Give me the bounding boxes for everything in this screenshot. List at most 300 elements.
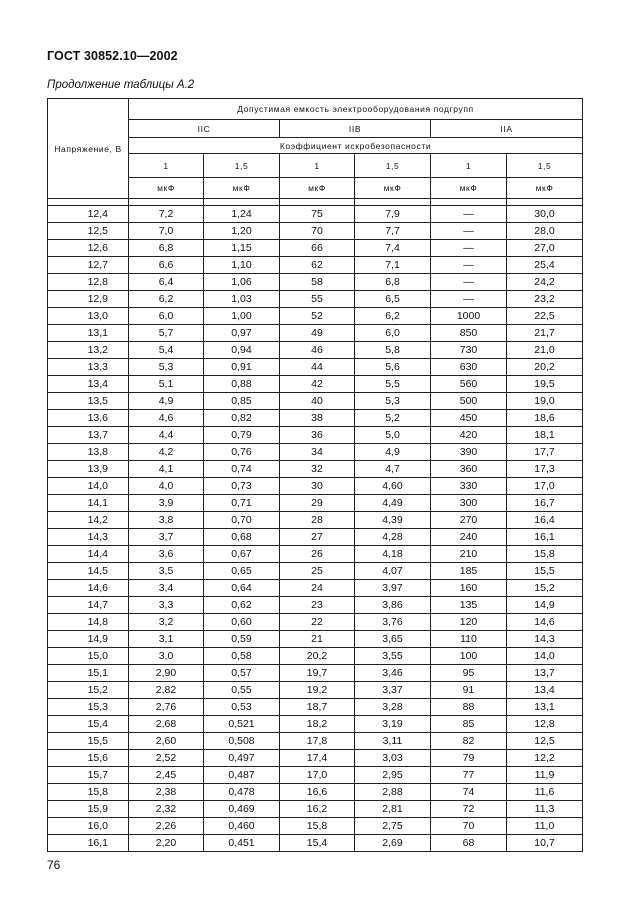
table-row (48, 631, 583, 648)
voltage-cell: 14,3 (48, 529, 129, 546)
capacitance-cell: 11,9 (507, 767, 583, 784)
capacitance-cell: 3,5 (129, 563, 204, 580)
voltage-cell: 13,8 (48, 444, 129, 461)
capacitance-cell: 3,8 (129, 512, 204, 529)
unit-label: мкФ (204, 178, 280, 199)
coefficient-value: 1,5 (355, 154, 431, 178)
capacitance-cell: 14,3 (507, 631, 583, 648)
voltage-cell: 13,5 (48, 393, 129, 410)
group-header-iic: IIC (129, 120, 280, 138)
capacitance-cell: 135 (431, 597, 507, 614)
capacitance-cell: 19,7 (280, 665, 355, 682)
capacitance-cell: 72 (431, 801, 507, 818)
capacitance-cell: 0,497 (204, 750, 280, 767)
unit-label: мкФ (129, 178, 204, 199)
capacitance-cell: 2,82 (129, 682, 204, 699)
capacitance-cell: 2,88 (355, 784, 431, 801)
capacitance-cell: 4,1 (129, 461, 204, 478)
voltage-header: Напряжение, В (48, 99, 129, 199)
capacitance-cell: 0,508 (204, 733, 280, 750)
capacitance-cell: 18,2 (280, 716, 355, 733)
capacitance-cell: 15,5 (507, 563, 583, 580)
capacitance-cell: 28,0 (507, 223, 583, 240)
table-row (48, 716, 583, 733)
table-row (48, 750, 583, 767)
voltage-cell: 13,6 (48, 410, 129, 427)
capacitance-cell: 360 (431, 461, 507, 478)
capacitance-cell: 2,26 (129, 818, 204, 835)
capacitance-cell: 0,65 (204, 563, 280, 580)
capacitance-cell: 18,1 (507, 427, 583, 444)
table-row (48, 478, 583, 495)
capacitance-cell: 330 (431, 478, 507, 495)
coefficient-value: 1 (129, 154, 204, 178)
capacitance-cell: 2,81 (355, 801, 431, 818)
page-number: 76 (47, 858, 61, 872)
voltage-cell: 15,9 (48, 801, 129, 818)
capacitance-cell: 3,11 (355, 733, 431, 750)
capacitance-cell: 2,45 (129, 767, 204, 784)
unit-label: мкФ (431, 178, 507, 199)
table-row (48, 308, 583, 325)
coefficient-value: 1,5 (204, 154, 280, 178)
capacitance-cell: 25,4 (507, 257, 583, 274)
capacitance-cell: 850 (431, 325, 507, 342)
capacitance-cell: 2,32 (129, 801, 204, 818)
voltage-cell: 15,1 (48, 665, 129, 682)
voltage-cell: 13,4 (48, 376, 129, 393)
table-row (48, 682, 583, 699)
capacitance-cell: 160 (431, 580, 507, 597)
voltage-cell: 13,0 (48, 308, 129, 325)
capacitance-cell: 3,3 (129, 597, 204, 614)
capacitance-cell: 3,0 (129, 648, 204, 665)
capacitance-cell: 3,65 (355, 631, 431, 648)
capacitance-cell: — (431, 291, 507, 308)
capacitance-cell: 0,71 (204, 495, 280, 512)
capacitance-cell: 5,3 (129, 359, 204, 376)
capacitance-cell: 2,95 (355, 767, 431, 784)
capacitance-cell: 30,0 (507, 206, 583, 223)
capacitance-cell: 450 (431, 410, 507, 427)
capacitance-cell: — (431, 274, 507, 291)
capacitance-cell: 26 (280, 546, 355, 563)
capacitance-cell: 240 (431, 529, 507, 546)
voltage-cell: 16,0 (48, 818, 129, 835)
capacitance-cell: 12,2 (507, 750, 583, 767)
voltage-cell: 15,6 (48, 750, 129, 767)
capacitance-cell: 2,68 (129, 716, 204, 733)
capacitance-cell: 300 (431, 495, 507, 512)
capacitance-cell: 17,3 (507, 461, 583, 478)
capacitance-cell: 0,478 (204, 784, 280, 801)
coefficient-value: 1 (280, 154, 355, 178)
capacitance-cell: 34 (280, 444, 355, 461)
capacitance-cell: 4,49 (355, 495, 431, 512)
capacitance-cell: 14,0 (507, 648, 583, 665)
capacitance-cell: 0,97 (204, 325, 280, 342)
voltage-cell: 15,7 (48, 767, 129, 784)
capacitance-cell: 0,82 (204, 410, 280, 427)
capacitance-cell: 55 (280, 291, 355, 308)
capacitance-cell: 7,2 (129, 206, 204, 223)
capacitance-cell: 25 (280, 563, 355, 580)
table-row (48, 223, 583, 240)
table-row (48, 427, 583, 444)
capacitance-cell: 0,79 (204, 427, 280, 444)
capacitance-cell: 70 (431, 818, 507, 835)
capacitance-cell: 4,28 (355, 529, 431, 546)
capacitance-cell: 6,5 (355, 291, 431, 308)
capacitance-cell: 88 (431, 699, 507, 716)
capacitance-cell: 6,8 (355, 274, 431, 291)
capacitance-cell: 0,53 (204, 699, 280, 716)
capacitance-cell: — (431, 257, 507, 274)
table-row (48, 206, 583, 223)
capacitance-cell: 185 (431, 563, 507, 580)
capacitance-cell: 91 (431, 682, 507, 699)
capacitance-cell: 70 (280, 223, 355, 240)
capacitance-cell: 0,58 (204, 648, 280, 665)
capacitance-cell: 27 (280, 529, 355, 546)
voltage-cell: 13,9 (48, 461, 129, 478)
capacitance-cell: 4,9 (355, 444, 431, 461)
capacitance-cell: 4,7 (355, 461, 431, 478)
table-row (48, 784, 583, 801)
capacitance-cell: 15,8 (507, 546, 583, 563)
capacitance-cell: 38 (280, 410, 355, 427)
capacitance-cell: — (431, 206, 507, 223)
capacitance-cell: 15,2 (507, 580, 583, 597)
capacitance-cell: 6,2 (129, 291, 204, 308)
capacitance-cell: 6,4 (129, 274, 204, 291)
table-row (48, 546, 583, 563)
capacitance-cell: 1,24 (204, 206, 280, 223)
table-body (48, 206, 583, 852)
voltage-cell: 14,8 (48, 614, 129, 631)
capacitance-cell: 20,2 (280, 648, 355, 665)
capacitance-cell: 27,0 (507, 240, 583, 257)
capacitance-cell: 4,9 (129, 393, 204, 410)
main-header: Допустимая емкость электрооборудования подгрупп (129, 99, 583, 120)
capacitance-cell: 11,6 (507, 784, 583, 801)
capacitance-cell: 77 (431, 767, 507, 784)
capacitance-cell: 0,60 (204, 614, 280, 631)
capacitance-cell: 6,6 (129, 257, 204, 274)
capacitance-cell: 7,4 (355, 240, 431, 257)
voltage-cell: 12,9 (48, 291, 129, 308)
capacitance-cell: 3,03 (355, 750, 431, 767)
group-header-iib: IIB (280, 120, 431, 138)
table-row (48, 835, 583, 852)
voltage-cell: 14,0 (48, 478, 129, 495)
capacitance-cell: 3,37 (355, 682, 431, 699)
capacitance-cell: 12,5 (507, 733, 583, 750)
capacitance-cell: — (431, 240, 507, 257)
capacitance-cell: 7,0 (129, 223, 204, 240)
capacitance-cell: 14,9 (507, 597, 583, 614)
capacitance-cell: 0,451 (204, 835, 280, 852)
voltage-cell: 14,5 (48, 563, 129, 580)
voltage-cell: 15,2 (48, 682, 129, 699)
voltage-cell: 12,7 (48, 257, 129, 274)
capacitance-cell: 75 (280, 206, 355, 223)
capacitance-cell: 7,1 (355, 257, 431, 274)
capacitance-table (47, 98, 583, 852)
capacitance-cell: 66 (280, 240, 355, 257)
capacitance-cell: 17,8 (280, 733, 355, 750)
capacitance-cell: 5,7 (129, 325, 204, 342)
table-row (48, 240, 583, 257)
voltage-cell: 13,7 (48, 427, 129, 444)
capacitance-cell: 40 (280, 393, 355, 410)
capacitance-cell: 13,1 (507, 699, 583, 716)
capacitance-cell: 4,6 (129, 410, 204, 427)
table-row (48, 444, 583, 461)
capacitance-cell: 17,0 (280, 767, 355, 784)
table-row (48, 342, 583, 359)
table-row (48, 410, 583, 427)
capacitance-cell: 30 (280, 478, 355, 495)
header-spacer (48, 199, 583, 206)
capacitance-cell: 0,57 (204, 665, 280, 682)
capacitance-cell: 7,7 (355, 223, 431, 240)
capacitance-cell: 19,2 (280, 682, 355, 699)
table-row (48, 563, 583, 580)
unit-label: мкФ (355, 178, 431, 199)
capacitance-cell: 210 (431, 546, 507, 563)
capacitance-cell: 0,91 (204, 359, 280, 376)
capacitance-cell: 4,39 (355, 512, 431, 529)
capacitance-cell: 19,0 (507, 393, 583, 410)
capacitance-cell: 1,15 (204, 240, 280, 257)
capacitance-cell: 5,3 (355, 393, 431, 410)
capacitance-cell: 6,8 (129, 240, 204, 257)
capacitance-cell: 0,94 (204, 342, 280, 359)
capacitance-cell: 85 (431, 716, 507, 733)
capacitance-cell: 3,19 (355, 716, 431, 733)
group-header-iia: IIA (431, 120, 583, 138)
table-row (48, 495, 583, 512)
table-continuation-caption: Продолжение таблицы А.2 (47, 79, 195, 91)
capacitance-cell: 3,6 (129, 546, 204, 563)
voltage-cell: 14,4 (48, 546, 129, 563)
capacitance-cell: 3,28 (355, 699, 431, 716)
capacitance-cell: 0,59 (204, 631, 280, 648)
capacitance-cell: 3,1 (129, 631, 204, 648)
voltage-cell: 15,5 (48, 733, 129, 750)
capacitance-cell: 79 (431, 750, 507, 767)
capacitance-cell: 3,46 (355, 665, 431, 682)
capacitance-cell: 0,469 (204, 801, 280, 818)
capacitance-cell: 6,2 (355, 308, 431, 325)
capacitance-cell: 3,9 (129, 495, 204, 512)
capacitance-cell: 0,70 (204, 512, 280, 529)
capacitance-cell: 3,86 (355, 597, 431, 614)
table-row (48, 512, 583, 529)
capacitance-cell: 630 (431, 359, 507, 376)
capacitance-cell: 120 (431, 614, 507, 631)
capacitance-cell: 3,4 (129, 580, 204, 597)
capacitance-cell: 730 (431, 342, 507, 359)
table-row (48, 614, 583, 631)
table-row (48, 665, 583, 682)
table-row (48, 461, 583, 478)
voltage-cell: 14,7 (48, 597, 129, 614)
table-row (48, 801, 583, 818)
capacitance-cell: 7,9 (355, 206, 431, 223)
capacitance-cell: 16,6 (280, 784, 355, 801)
table-row (48, 257, 583, 274)
capacitance-cell: 0,67 (204, 546, 280, 563)
capacitance-cell: 1,06 (204, 274, 280, 291)
capacitance-cell: 0,68 (204, 529, 280, 546)
capacitance-cell: 270 (431, 512, 507, 529)
capacitance-cell: 5,8 (355, 342, 431, 359)
capacitance-cell: 23,2 (507, 291, 583, 308)
capacitance-cell: 500 (431, 393, 507, 410)
capacitance-cell: 74 (431, 784, 507, 801)
capacitance-cell: 0,55 (204, 682, 280, 699)
capacitance-cell: 3,55 (355, 648, 431, 665)
capacitance-cell: 0,521 (204, 716, 280, 733)
capacitance-cell: 4,4 (129, 427, 204, 444)
capacitance-cell: 12,8 (507, 716, 583, 733)
capacitance-cell: 2,90 (129, 665, 204, 682)
capacitance-cell: 58 (280, 274, 355, 291)
capacitance-cell: 16,1 (507, 529, 583, 546)
capacitance-cell: 3,7 (129, 529, 204, 546)
capacitance-cell: 2,20 (129, 835, 204, 852)
capacitance-cell: 4,18 (355, 546, 431, 563)
voltage-cell: 14,6 (48, 580, 129, 597)
capacitance-cell: 36 (280, 427, 355, 444)
table-row (48, 274, 583, 291)
voltage-cell: 14,2 (48, 512, 129, 529)
capacitance-cell: 17,0 (507, 478, 583, 495)
capacitance-cell: 4,07 (355, 563, 431, 580)
voltage-cell: 15,8 (48, 784, 129, 801)
capacitance-cell: 15,4 (280, 835, 355, 852)
voltage-cell: 12,5 (48, 223, 129, 240)
capacitance-cell: 4,2 (129, 444, 204, 461)
table-row (48, 359, 583, 376)
unit-label: мкФ (280, 178, 355, 199)
capacitance-cell: 11,3 (507, 801, 583, 818)
capacitance-cell: 560 (431, 376, 507, 393)
capacitance-cell: 24,2 (507, 274, 583, 291)
capacitance-cell: 21 (280, 631, 355, 648)
capacitance-cell: 390 (431, 444, 507, 461)
capacitance-cell: 0,487 (204, 767, 280, 784)
capacitance-cell: 4,0 (129, 478, 204, 495)
document-code: ГОСТ 30852.10—2002 (47, 49, 178, 63)
capacitance-cell: 5,1 (129, 376, 204, 393)
voltage-cell: 12,6 (48, 240, 129, 257)
table-row (48, 529, 583, 546)
capacitance-cell: 6,0 (129, 308, 204, 325)
capacitance-cell: 3,76 (355, 614, 431, 631)
table-row (48, 393, 583, 410)
capacitance-cell: 4,60 (355, 478, 431, 495)
capacitance-cell: 18,7 (280, 699, 355, 716)
capacitance-cell: 28 (280, 512, 355, 529)
table-row (48, 699, 583, 716)
capacitance-cell: 5,4 (129, 342, 204, 359)
capacitance-cell: 20,2 (507, 359, 583, 376)
capacitance-cell: 15,8 (280, 818, 355, 835)
voltage-cell: 14,1 (48, 495, 129, 512)
capacitance-cell: — (431, 223, 507, 240)
capacitance-cell: 17,7 (507, 444, 583, 461)
unit-label: мкФ (507, 178, 583, 199)
capacitance-cell: 1000 (431, 308, 507, 325)
coefficient-header: Коэффициент искробезопасности (129, 138, 583, 154)
capacitance-cell: 2,75 (355, 818, 431, 835)
capacitance-cell: 5,0 (355, 427, 431, 444)
table-row (48, 325, 583, 342)
capacitance-cell: 29 (280, 495, 355, 512)
voltage-cell: 13,3 (48, 359, 129, 376)
capacitance-cell: 1,20 (204, 223, 280, 240)
capacitance-cell: 42 (280, 376, 355, 393)
table-row (48, 648, 583, 665)
capacitance-cell: 52 (280, 308, 355, 325)
capacitance-cell: 2,69 (355, 835, 431, 852)
table-row (48, 733, 583, 750)
capacitance-cell: 2,52 (129, 750, 204, 767)
voltage-cell: 13,1 (48, 325, 129, 342)
capacitance-cell: 0,76 (204, 444, 280, 461)
capacitance-cell: 16,2 (280, 801, 355, 818)
voltage-cell: 15,3 (48, 699, 129, 716)
voltage-cell: 13,2 (48, 342, 129, 359)
capacitance-cell: 23 (280, 597, 355, 614)
capacitance-cell: 1,10 (204, 257, 280, 274)
capacitance-cell: 2,60 (129, 733, 204, 750)
capacitance-cell: 17,4 (280, 750, 355, 767)
capacitance-cell: 62 (280, 257, 355, 274)
capacitance-cell: 2,38 (129, 784, 204, 801)
capacitance-cell: 22,5 (507, 308, 583, 325)
capacitance-cell: 95 (431, 665, 507, 682)
capacitance-cell: 18,6 (507, 410, 583, 427)
capacitance-cell: 22 (280, 614, 355, 631)
capacitance-cell: 5,5 (355, 376, 431, 393)
capacitance-cell: 68 (431, 835, 507, 852)
capacitance-cell: 16,7 (507, 495, 583, 512)
table-row (48, 376, 583, 393)
table-row (48, 818, 583, 835)
capacitance-cell: 44 (280, 359, 355, 376)
capacitance-cell: 100 (431, 648, 507, 665)
capacitance-cell: 5,6 (355, 359, 431, 376)
capacitance-cell: 21,0 (507, 342, 583, 359)
voltage-cell: 12,4 (48, 206, 129, 223)
voltage-cell: 16,1 (48, 835, 129, 852)
capacitance-cell: 1,00 (204, 308, 280, 325)
capacitance-cell: 49 (280, 325, 355, 342)
table-row (48, 580, 583, 597)
capacitance-cell: 6,0 (355, 325, 431, 342)
voltage-cell: 12,8 (48, 274, 129, 291)
capacitance-cell: 13,7 (507, 665, 583, 682)
capacitance-cell: 32 (280, 461, 355, 478)
table-row (48, 767, 583, 784)
capacitance-cell: 5,2 (355, 410, 431, 427)
capacitance-cell: 82 (431, 733, 507, 750)
capacitance-cell: 46 (280, 342, 355, 359)
